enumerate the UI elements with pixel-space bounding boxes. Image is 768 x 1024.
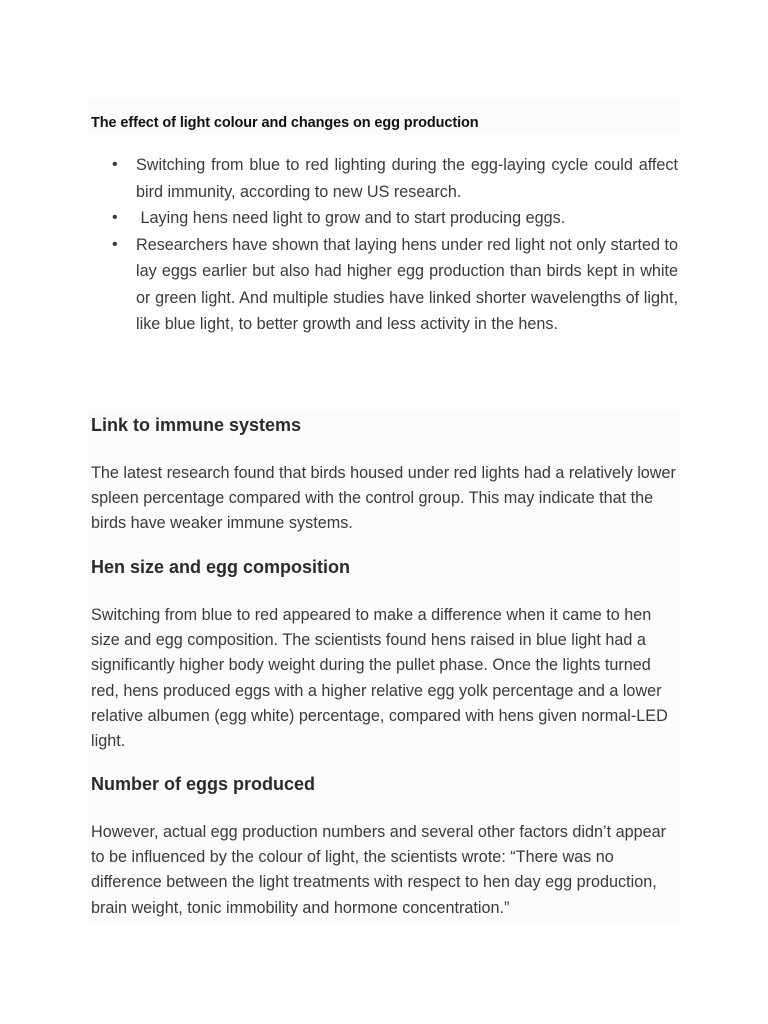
bullet-point-icon: •	[112, 235, 118, 253]
bullet-text: Researchers have shown that laying hens under red light not only started to lay eggs earlier but also had higher egg production than birds kept in white or green light. And multiple studies have linked shorter wavelengths of light, like blue light, to better growth and less activity in the hens.	[136, 235, 678, 333]
document-title: The effect of light colour and changes on egg production	[91, 115, 479, 131]
section-heading: Hen size and egg composition	[91, 557, 351, 577]
section-heading: Number of eggs produced	[91, 774, 316, 794]
section-body: However, actual egg production numbers and several other factors didn’t appear to be influenced by the colour of light, the scientists wrote: “There was no difference between the light treatments with respect to hen day egg production, brain weight, tonic immobility and hormone concentration.”	[91, 823, 666, 917]
section-immune-systems	[91, 413, 681, 537]
section-body: Switching from blue to red appeared to make a difference when it came to hen size and egg composition. The scientists found hens raised in blue light had a significantly higher body weight during the pullet phase. Once the lights turned red, hens produced eggs with a higher relative egg yolk percentage and a lower relative albumen (egg white) percentage, compared with hens given normal-LED light.	[91, 606, 668, 751]
section-number-of-eggs	[91, 772, 681, 921]
bullet-text: Switching from blue to red lighting during the egg-laying cycle could affect bird immunity, according to new US research.	[136, 156, 678, 201]
section-body: The latest research found that birds housed under red lights had a relatively lower spleen percentage compared with the control group. This may indicate that the birds have weaker immune systems.	[91, 464, 676, 533]
bullet-item	[90, 232, 678, 338]
section-hen-size	[91, 555, 681, 754]
section-heading: Link to immune systems	[91, 415, 302, 435]
bullet-point-icon: •	[112, 156, 118, 173]
bullet-item	[90, 152, 678, 205]
bullet-point-icon: •	[112, 209, 118, 226]
bullet-list	[90, 152, 678, 338]
bullet-item	[90, 205, 678, 232]
bullet-text: Laying hens need light to grow and to start producing eggs.	[136, 209, 566, 227]
